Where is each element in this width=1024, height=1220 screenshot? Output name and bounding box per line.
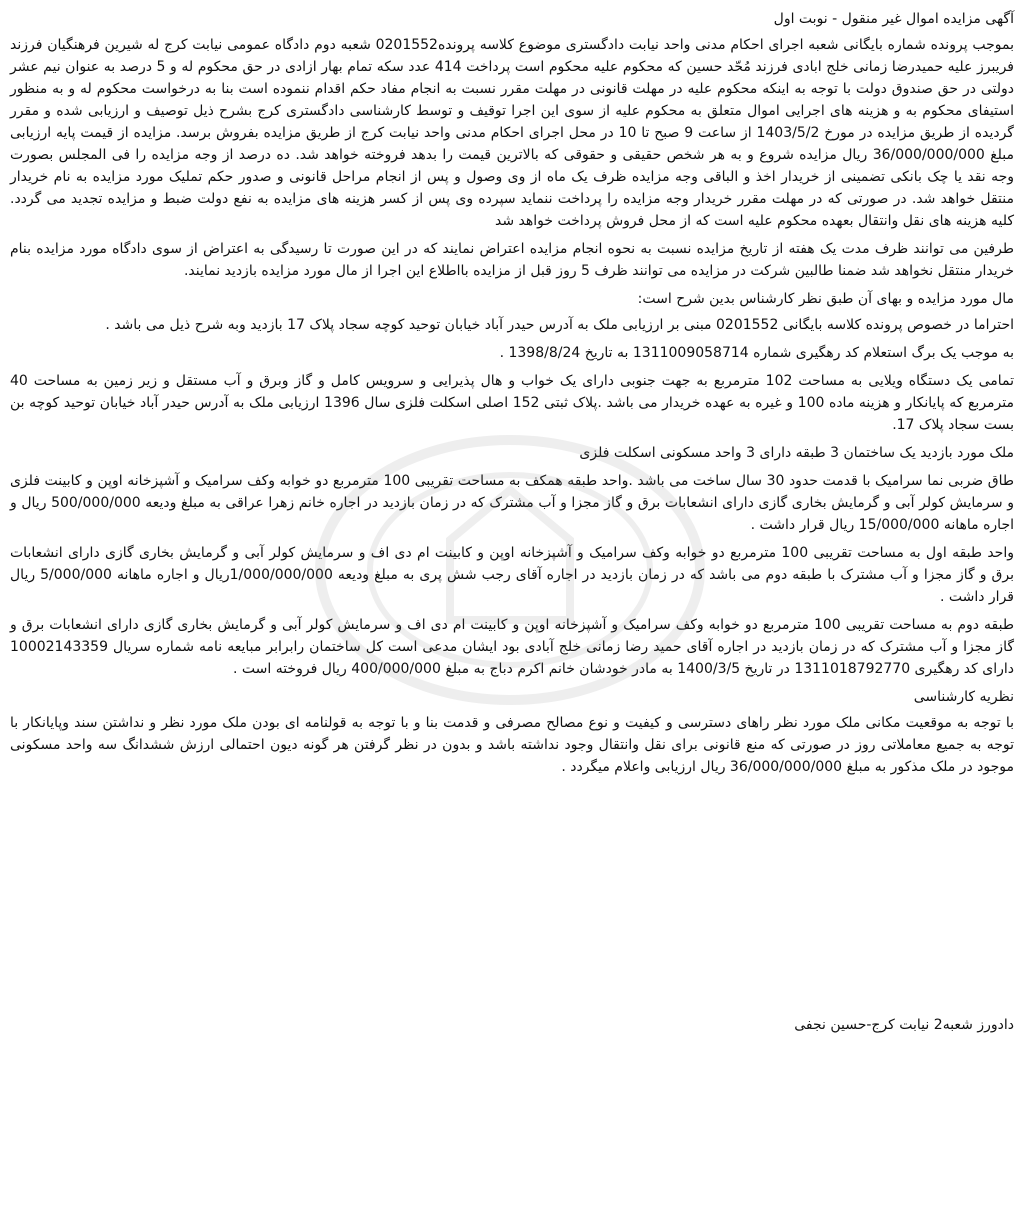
second-floor-paragraph: طبقه دوم به مساحت تقریبی 100 مترمربع دو خوابه وکف سرامیک و آشپزخانه اوپن و کابینت ام دی اف و سرمایش کولر آبی و گرمایش بخاری گازی دارای انشعابات برق و گاز مجزا و آب مشترک که در زمان بازدید در اجاره آقای حمید رضا زمانی خلج آبادی بود ایشان مدعی است کل ساختمان رابرابر مبایعه نامه شماره سریال 10002143359 دارای کد رهگیری 1311018792770 در تاریخ 1400/3/5 به مادر خودشان خانم اکرم دباج به مبلغ 400/000/000 ریال فروخته است . [10,617,1015,677]
blank-space [10,784,1014,1014]
notice-title: آگهی مزایده اموال غیر منقول - نوبت اول [773,11,1014,27]
expert-opinion-paragraph: با توجه به موقعیت مکانی ملک مورد نظر راهای دسترسی و کیفیت و نوع مصالح مصرفی و قدمت بنا و با توجه به قولنامه ای بودن ملک مورد نظر و نداشتن سند وپایانکار با توجه به جمیع معاملاتی روز در صورتی که منع قانونی برای نقل وانتقال وجود نداشته باشد و بدون در نظر گرفتن هر گونه دیون احتمالی ارزش ششدانگ سه واحد مسکونی موجود در ملک مذکور به مبلغ 36/000/000/000 ریال ارزیابی واعلام میگردد . [10,715,1014,775]
signature-line: دادورز شعبه2 نیابت کرج-حسین نجفی [794,1017,1014,1033]
ground-floor-paragraph: طاق ضربی نما سرامیک با قدمت حدود 30 سال ساخت می باشد .واحد طبقه همکف به مساحت تقریبی 100 مترمربع دو خوابه وکف سرامیک و آشپزخانه اوپن و کابینت فلزی و سرمایش کولر آبی و گرمایش بخاری گازی دارای انشعابات برق و گاز مجزا و آب مشترک که در زمان بازدید در اجاره خانم زهرا عراقی به مبلغ ودیعه 500/000/000 ریال و اجاره ماهانه 15/000/000 ریال قرار داشت . [10,473,1015,533]
first-floor-paragraph: واحد طبقه اول به مساحت تقریبی 100 مترمربع دو خوابه وکف سرامیک و آشپزخانه اوپن و کابینت ام دی اف و سرمایش کولر آبی و گرمایش بخاری گازی دارای انشعابات برق و گاز مجزا و آب مشترک با طبقه دوم می باشد که در زمان بازدید در اجاره آقای رجب شش پری به مبلغ ودیعه 1/000/000/000ریال و اجاره ماهانه 5/000/000 ریال قرار داشت . [10,545,1014,605]
building-summary-paragraph: ملک مورد بازدید یک ساختمان 3 طبقه دارای 3 واحد مسکونی اسکلت فلزی [579,445,1014,461]
tracking-code-paragraph: به موجب یک برگ استعلام کد رهگیری شماره 1311009058714 به تاریخ 1398/8/24 . [499,345,1014,361]
intro-paragraph: بموجب پرونده شماره بایگانی شعبه اجرای احکام مدنی واحد نیابت دادگستری موضوع کلاسه پرونده0201552 شعبه دوم دادگاه عمومی نیابت کرج له شیرین فرهنگیان فرزند فریبرز علیه حمیدرضا زمانی خلج ابادی فرزند مُحّد حسین که محکوم علیه محکوم است پرداخت 414 عدد سکه تمام بهار ازادی در حق محکوم له و 5 درصد به عنوان نیم عشر دولتی در حق صندوق دولت با توجه به اینکه محکوم علیه در مهلت قانونی در مهلت مقرر نسبت به انجام مفاد حکم اقدام ننموده است بنا به درخواست محکوم له و به منظور استیفای محکوم به و هزینه های اجرایی اموال متعلق به محکوم علیه از سوی این اجرا توقیف و توسط کارشناسی دادگستری کرج بشرح ذیل توصیف و ارزیابی شده و مقرر گردیده از طریق مزایده در مورخ 1403/5/2 از ساعت 9 صبح تا 10 در محل اجرای احکام مدنی واحد نیابت کرج از طریق مزایده بفروش برسد. مزایده از قیمت پایه ارزیابی مبلغ 36/000/000/000 ریال مزایده شروع و به هر شخص حقیقی و حقوقی که بالاترین قیمت را بدهد فروخته خواهد شد. ده درصد از وجه مزایده را فی المجلس بصورت وجه نقد یا چک بانکی تضمینی از خریدار اخذ و الباقی وجه مزایده ظرف یک ماه از وی وصول و پس از انجام مراحل قانونی و صدور حکم تملیک مورد مزایده به نام خریدار منتقل خواهد شد. در صورتی که در مهلت مقرر خریدار وجه مزایده را پرداخت ننماید سپرده وی پس از کسر هزینه های مزایده به نفع دولت ضبط و مزایده تجدید می گردد. کلیه هزینه های نقل وانتقال بعهده محکوم علیه است که از محل فروش پرداخت خواهد شد [10,37,1015,229]
inspection-paragraph: احتراما در خصوص پرونده کلاسه بایگانی 0201552 مبنی بر ارزیابی ملک به آدرس حیدر آباد خیابان توحید کوچه سجاد پلاک 17 بازدید وبه شرح ذیل می باشد . [105,317,1014,333]
objection-paragraph: طرفین می توانند ظرف مدت یک هفته از تاریخ مزایده نسبت به نحوه انجام مزایده اعتراض نمایند که در این صورت تا رسیدگی به اعتراض از سوی دادگاه مورد مزایده بنام خریدار منتقل نخواهد شد ضمنا طالبین شرکت در مزایده می توانند ظرف 5 روز قبل از مزایده بااطلاع این اجرا از مال مورد مزایده بازدید نمایند. [10,241,1014,279]
expert-opinion-heading: نظریه کارشناسی [913,689,1014,705]
villa-description-paragraph: تمامی یک دستگاه ویلایی به مساحت 102 مترمربع به جهت جنوبی دارای یک خواب و هال پذیرایی و سرویس کامل و گاز وبرق و آب مستقل و زیر زمین به مساحت 40 مترمربع که پایانکار و هزینه ماده 100 و غیره به عهده خریدار می باشد .پلاک ثبتی 152 اصلی اسکلت فلزی سال 1396 ارزیابی ملک به آدرس حیدر آباد خیابان توحید کوچه بن بست سجاد پلاک 17. [10,373,1015,433]
property-heading: مال مورد مزایده و بهای آن طبق نظر کارشناس بدین شرح است: [637,291,1014,307]
